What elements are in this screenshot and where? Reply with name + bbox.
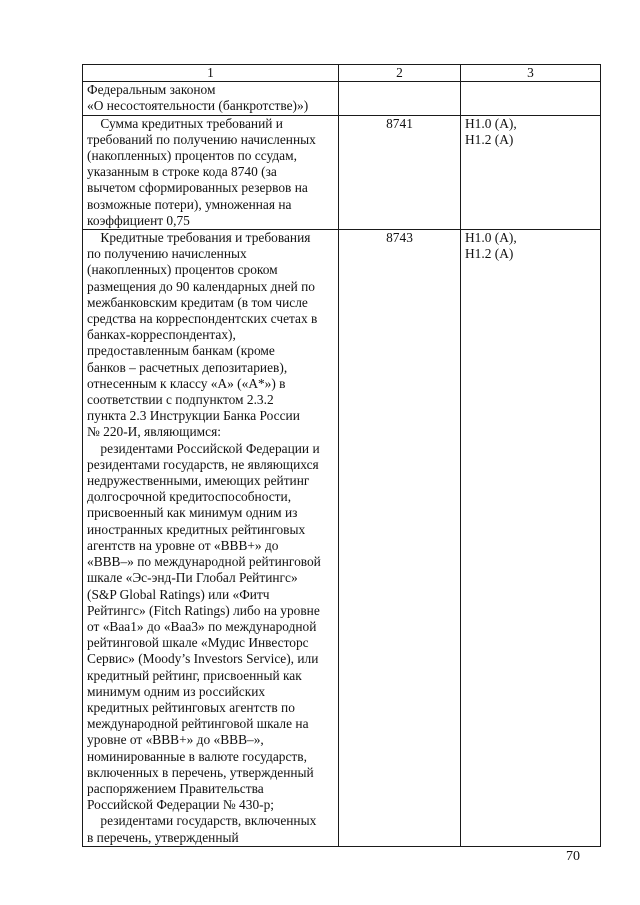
header-col-2: 2: [339, 65, 461, 82]
regulation-table: [82, 64, 601, 847]
row-code: 8741: [339, 115, 461, 229]
page-number: 70: [566, 849, 580, 864]
table-row: [83, 82, 601, 115]
row-description: Сумма кредитных требований и требований по получению начисленных (накопленных) процентов по ссудам, указанным в строке кода 8740 (за вычетом сформированных резервов на возможные потери), умноженная на коэффициент 0,75: [83, 115, 339, 229]
table-row: [83, 115, 601, 229]
row-norms: [461, 82, 601, 115]
row-norms: Н1.0 (А), Н1.2 (А): [461, 115, 601, 229]
row-description: Федеральным законом «О несостоятельности (банкротстве)»): [83, 82, 339, 115]
header-col-3: 3: [461, 65, 601, 82]
row-code: 8743: [339, 230, 461, 847]
row-norms: Н1.0 (А), Н1.2 (А): [461, 230, 601, 847]
row-description: Кредитные требования и требования по получению начисленных (накопленных) процентов сроком размещения до 90 календарных дней по межбанковским кредитам (в том числе средства на корреспондентских счетах в банках-корреспондентах), предоставленным банкам (кроме банков – расчетных депозитариев), отнесенным к классу «А» («А*») в соответствии с подпунктом 2.3.2 пункта 2.3 Инструкции Банка России № 220-И, являющимся: резидентами Российской Федерации и резидентами государств, не являющихся недружественными, имеющих рейтинг долгосрочной кредитоспособности, присвоенный как минимум одним из иностранных кредитных рейтинговых агентств на уровне от «ВВВ+» до «ВВВ–» по международной рейтинговой шкале «Эс-энд-Пи Глобал Рейтингс» (S&P Global Ratings) или «Фитч Рейтингс» (Fitch Ratings) либо на уровне от «Baa1» до «Baa3» по международной рейтинговой шкале «Мудис Инвесторс Сервис» (Moody’s Investors Service), или кредитный рейтинг, присвоенный как минимум одним из российских кредитных рейтинговых агентств по международной рейтинговой шкале на уровне от «ВВВ+» до «ВВВ–», номинированные в валюте государств, включенных в перечень, утвержденный распоряжением Правительства Российской Федерации № 430-р; резидентами государств, включенных в перечень, утвержденный: [83, 230, 339, 847]
row-code: [339, 82, 461, 115]
header-row: [83, 65, 601, 82]
table-row: [83, 230, 601, 847]
header-col-1: 1: [83, 65, 339, 82]
